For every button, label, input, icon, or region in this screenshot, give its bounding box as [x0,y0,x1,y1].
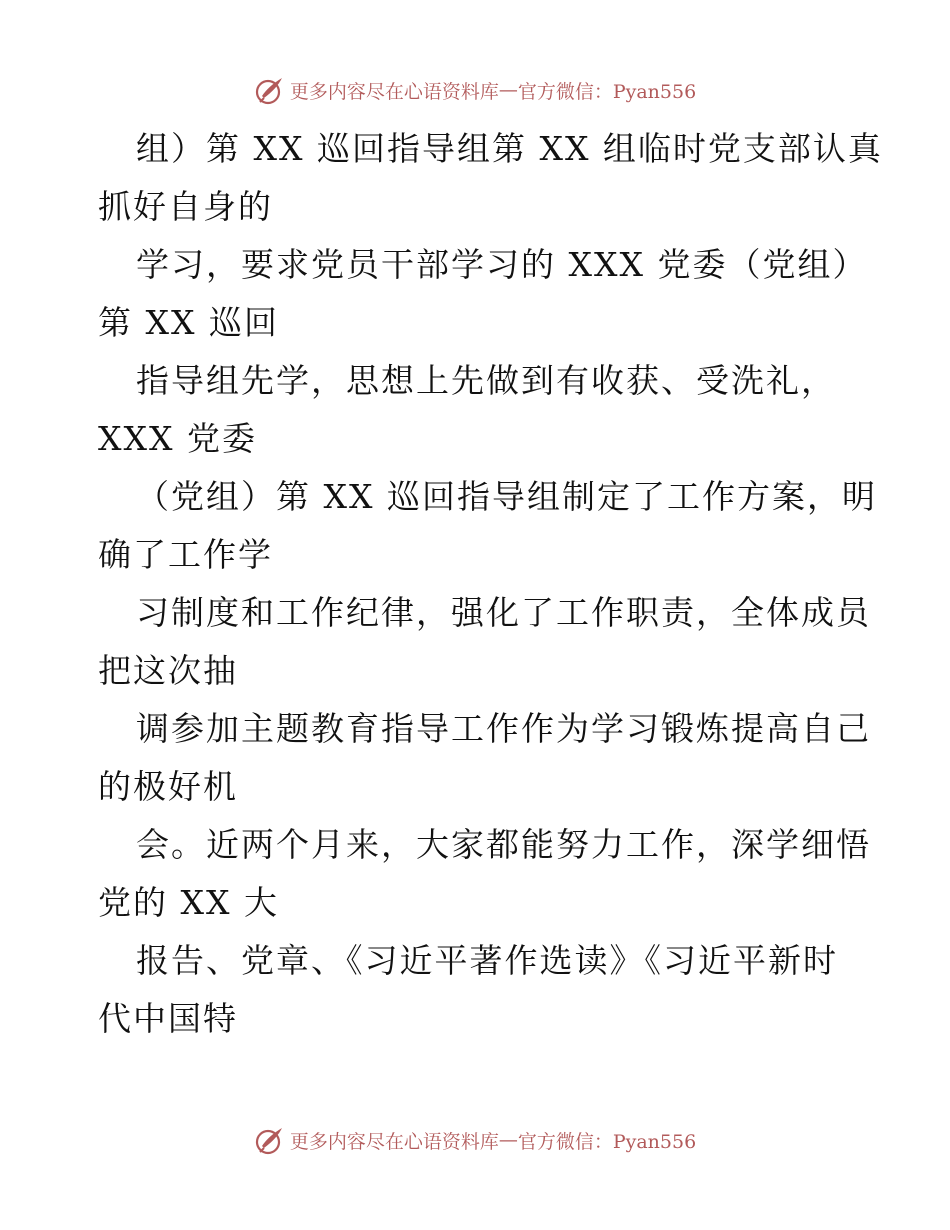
text-line: 组）第 XX 巡回指导组第 XX 组临时党支部认真 [136,129,883,168]
document-body [98,120,883,1048]
banner-site-text: 更多内容尽在心语资料库 [289,80,499,103]
text-line: 代中国特 [98,999,238,1038]
text-line: XXX 党委 [98,419,257,458]
text-line: 党的 XX 大 [98,883,279,922]
banner-separator: — [498,1129,518,1151]
text-line: （党组）第 XX 巡回指导组制定了工作方案，明 [136,477,877,516]
paragraph [98,816,871,932]
text-line: 调参加主题教育指导工作作为学习锻炼提高自己 [136,709,871,748]
banner-wechat-text: 官方微信：Pyan556 [517,80,697,103]
paragraph [98,352,868,468]
banner-site-text: 更多内容尽在心语资料库 [289,1130,499,1153]
text-line: 的极好机 [98,767,238,806]
text-line: 抓好自身的 [98,187,273,226]
text-line: 确了工作学 [98,535,273,574]
text-line: 会。近两个月来，大家都能努力工作，深学细悟 [136,825,871,864]
text-line: 把这次抽 [98,651,238,690]
text-line: 习制度和工作纪律，强化了工作职责，全体成员 [136,593,871,632]
paragraph [98,700,871,816]
paragraph [98,468,877,584]
text-line: 报告、党章、《习近平著作选读》《习近平新时 [136,941,838,980]
text-line: 指导组先学，思想上先做到有收获、受洗礼， [136,361,836,400]
banner-wechat-text: 官方微信：Pyan556 [517,1130,697,1153]
header-banner [0,70,950,110]
quill-pen-logo-icon [254,1124,286,1156]
quill-pen-logo-icon [254,74,286,106]
paragraph [98,120,883,236]
paragraph [98,236,868,352]
text-line: 第 XX 巡回 [98,303,279,342]
paragraph [98,584,871,700]
paragraph [98,932,868,1048]
footer-banner [0,1120,950,1160]
text-line: 学习，要求党员干部学习的 XXX 党委（党组） [136,245,868,284]
banner-separator: — [498,79,518,101]
